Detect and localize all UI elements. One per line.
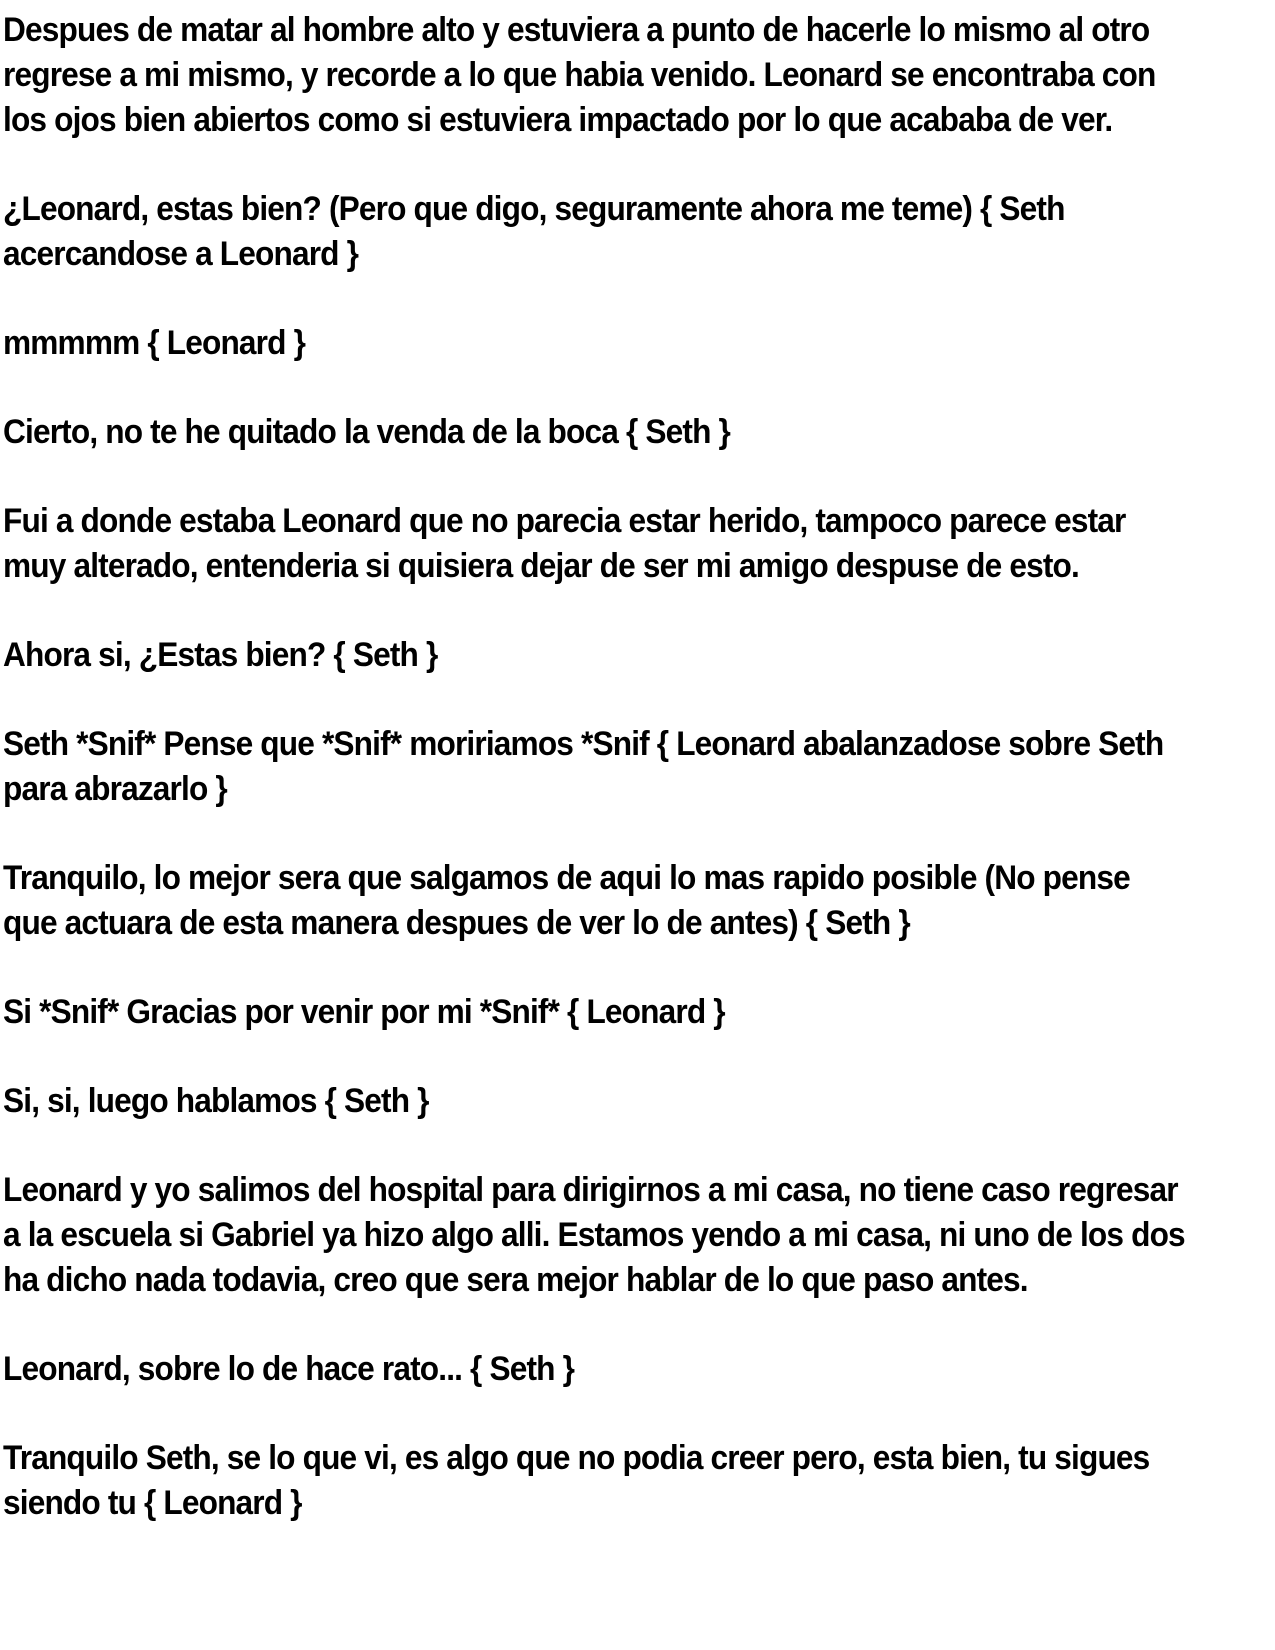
text-line: muy alterado, entenderia si quisiera dejar de ser mi amigo despuse de esto. — [3, 547, 1079, 585]
text-line: Tranquilo, lo mejor sera que salgamos de aqui lo mas rapido posible (No pense — [3, 859, 1130, 897]
document-page — [3, 8, 1271, 1570]
dialogue-paragraph — [3, 321, 1268, 366]
dialogue-paragraph — [3, 187, 1268, 277]
text-line: Fui a donde estaba Leonard que no parecia estar herido, tampoco parece estar — [3, 502, 1126, 540]
dialogue-paragraph — [3, 633, 1268, 678]
text-line: siendo tu { Leonard } — [3, 1484, 302, 1522]
dialogue-paragraph — [3, 722, 1268, 812]
text-line: Si, si, luego hablamos { Seth } — [3, 1082, 429, 1120]
text-line: Seth *Snif* Pense que *Snif* moririamos *Snif { Leonard abalanzadose sobre Seth — [3, 725, 1164, 763]
dialogue-paragraph — [3, 410, 1268, 455]
text-line: Leonard y yo salimos del hospital para dirigirnos a mi casa, no tiene caso regresar — [3, 1171, 1178, 1209]
text-line: Leonard, sobre lo de hace rato... { Seth } — [3, 1350, 575, 1388]
text-line: mmmmm { Leonard } — [3, 324, 306, 362]
text-line: ¿Leonard, estas bien? (Pero que digo, seguramente ahora me teme) { Seth — [3, 190, 1065, 228]
text-line: los ojos bien abiertos como si estuviera impactado por lo que acababa de ver. — [3, 101, 1113, 139]
dialogue-paragraph — [3, 1436, 1268, 1526]
narration-paragraph — [3, 1168, 1268, 1303]
dialogue-paragraph — [3, 856, 1268, 946]
text-line: a la escuela si Gabriel ya hizo algo alli. Estamos yendo a mi casa, ni uno de los dos — [3, 1216, 1185, 1254]
text-line: ha dicho nada todavia, creo que sera mejor hablar de lo que paso antes. — [3, 1261, 1028, 1299]
text-line: Tranquilo Seth, se lo que vi, es algo que no podia creer pero, esta bien, tu sigues — [3, 1439, 1150, 1477]
dialogue-paragraph — [3, 990, 1268, 1035]
text-line: Si *Snif* Gracias por venir por mi *Snif* { Leonard } — [3, 993, 725, 1031]
text-line: que actuara de esta manera despues de ver lo de antes) { Seth } — [3, 904, 910, 942]
narration-paragraph — [3, 8, 1268, 143]
text-line: Cierto, no te he quitado la venda de la boca { Seth } — [3, 413, 730, 451]
narration-paragraph — [3, 499, 1268, 589]
text-line: Despues de matar al hombre alto y estuviera a punto de hacerle lo mismo al otro — [3, 11, 1150, 49]
dialogue-paragraph — [3, 1347, 1268, 1392]
text-line: acercandose a Leonard } — [3, 235, 359, 273]
text-line: para abrazarlo } — [3, 770, 227, 808]
text-line: regrese a mi mismo, y recorde a lo que habia venido. Leonard se encontraba con — [3, 56, 1156, 94]
text-line: Ahora si, ¿Estas bien? { Seth } — [3, 636, 438, 674]
dialogue-paragraph — [3, 1079, 1268, 1124]
